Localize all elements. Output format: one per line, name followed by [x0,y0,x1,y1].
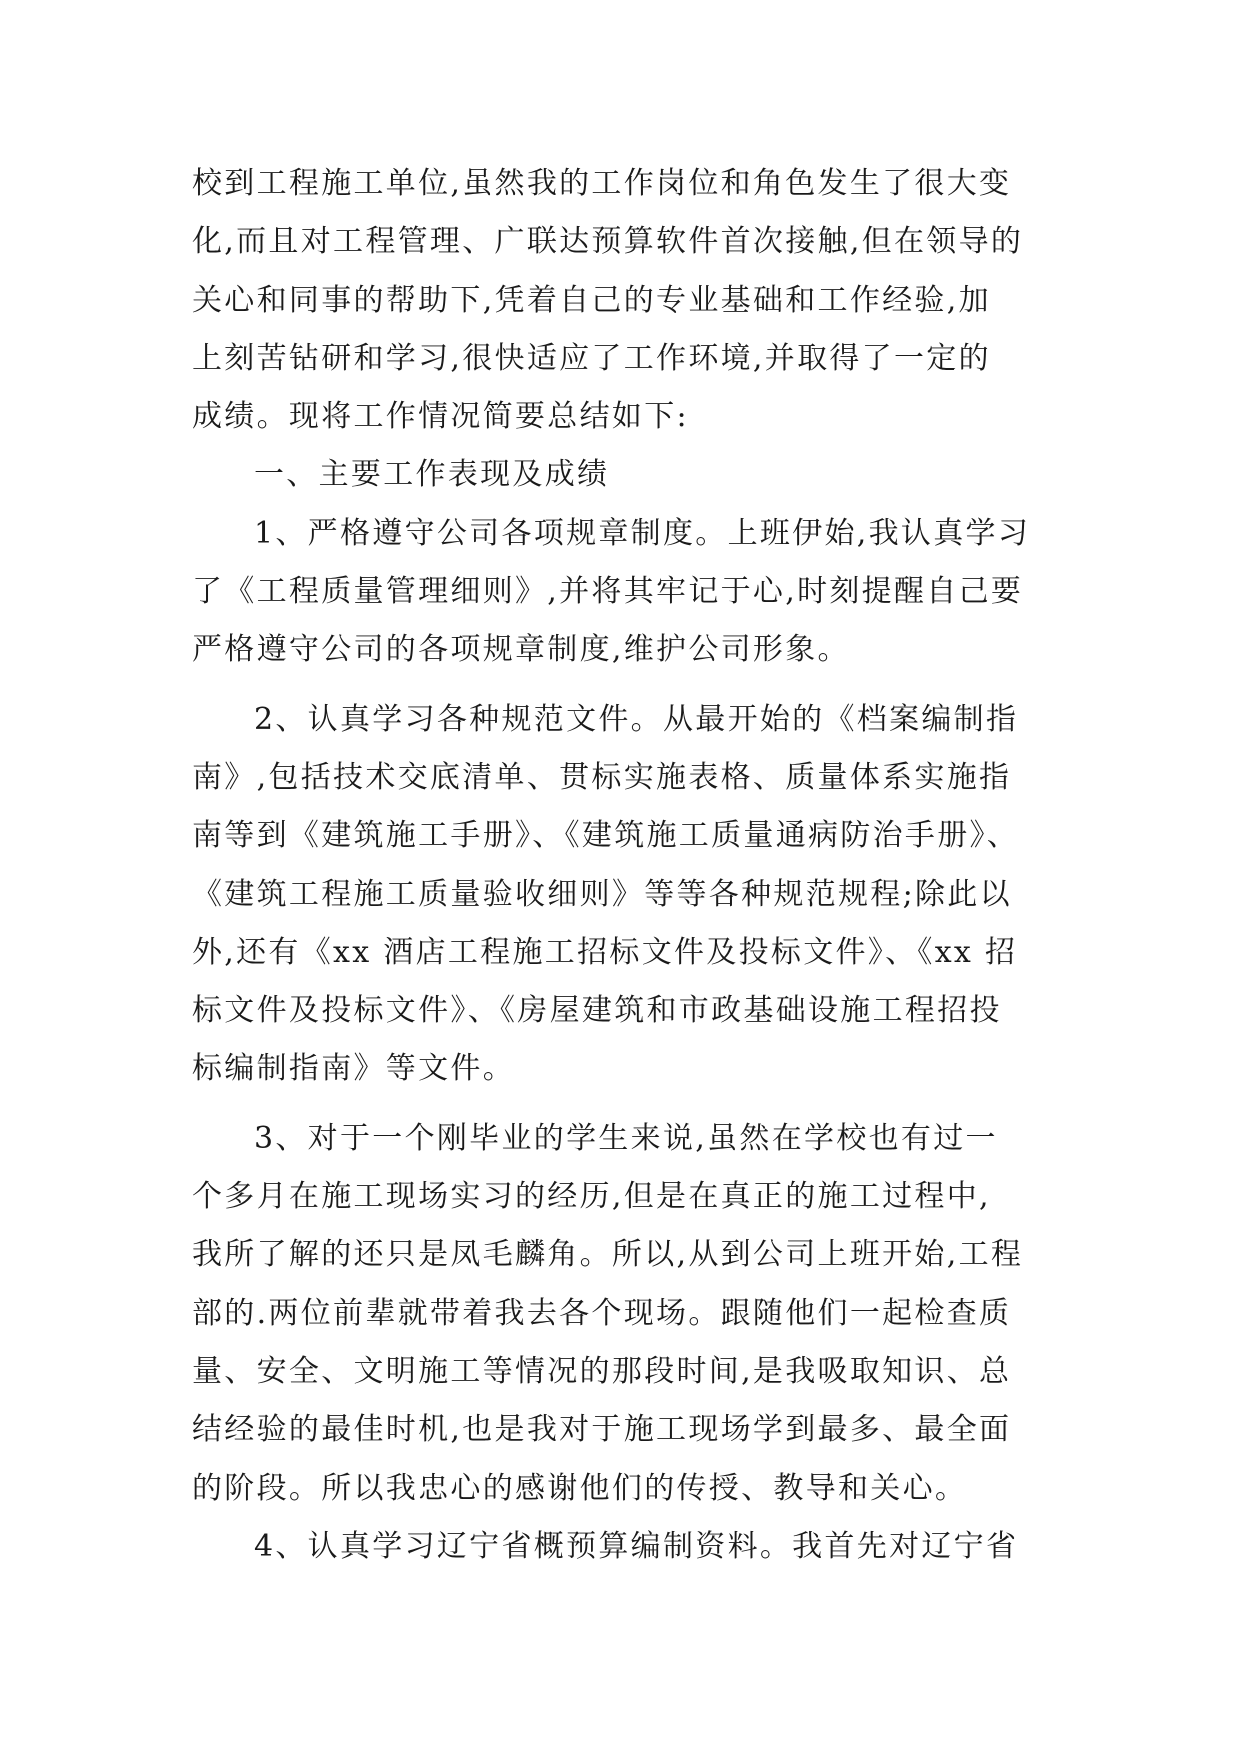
paragraph-line: 个多月在施工现场实习的经历,但是在真正的施工过程中, [192,1179,991,1215]
paragraph-line: 外,还有《xx 酒店工程施工招标文件及投标文件》、《xx 招 [192,934,1018,970]
paragraph-line: 严格遵守公司的各项规章制度,维护公司形象。 [192,632,850,668]
paragraph-gap [192,680,1052,691]
section-heading: 一、主要工作表现及成绩 [254,457,610,493]
paragraph-line: 标文件及投标文件》、《房屋建筑和市政基础设施工程招投 [192,993,1002,1029]
paragraph-line: 了《工程质量管理细则》,并将其牢记于心,时刻提醒自己要 [192,574,1024,610]
paragraph-line: 校到工程施工单位,虽然我的工作岗位和角色发生了很大变 [192,166,1012,201]
paragraph-line: 上刻苦钻研和学习,很快适应了工作环境,并取得了一定的 [192,340,991,376]
paragraph-line: 《建筑工程施工质量验收细则》等等各种规范规程;除此以 [192,876,1012,912]
paragraph-line: 南等到《建筑施工手册》、《建筑施工质量通病防治手册》、 [192,818,1020,854]
paragraph-line: 结经验的最佳时机,也是我对于施工现场学到最多、最全面 [192,1412,1012,1448]
paragraph-gap [192,1099,1052,1110]
paragraph-line: 3、对于一个刚毕业的学生来说,虽然在学校也有过一 [254,1120,998,1156]
paragraph-line: 标编制指南》等文件。 [192,1051,515,1087]
paragraph-line: 的阶段。所以我忠心的感谢他们的传授、教导和关心。 [192,1470,968,1506]
paragraph-line: 我所了解的还只是凤毛麟角。所以,从到公司上班开始,工程 [192,1237,1024,1273]
document-body [192,155,1052,1576]
paragraph-line: 1、严格遵守公司各项规章制度。上班伊始,我认真学习 [254,515,1031,551]
paragraph-line: 化,而且对工程管理、广联达预算软件首次接触,但在领导的 [192,224,1024,260]
paragraph-line: 部的.两位前辈就带着我去各个现场。跟随他们一起检查质 [192,1295,1012,1331]
paragraph-line: 2、认真学习各种规范文件。从最开始的《档案编制指 [254,701,1019,737]
paragraph-line: 成绩。现将工作情况简要总结如下: [192,399,689,435]
paragraph-line: 4、认真学习辽宁省概预算编制资料。我首先对辽宁省 [254,1528,1019,1564]
paragraph-line: 南》,包括技术交底清单、贯标实施表格、质量体系实施指 [192,759,1012,795]
paragraph-line: 关心和同事的帮助下,凭着自己的专业基础和工作经验,加 [192,282,991,318]
paragraph-line: 量、安全、文明施工等情况的那段时间,是我吸取知识、总 [192,1353,1012,1389]
